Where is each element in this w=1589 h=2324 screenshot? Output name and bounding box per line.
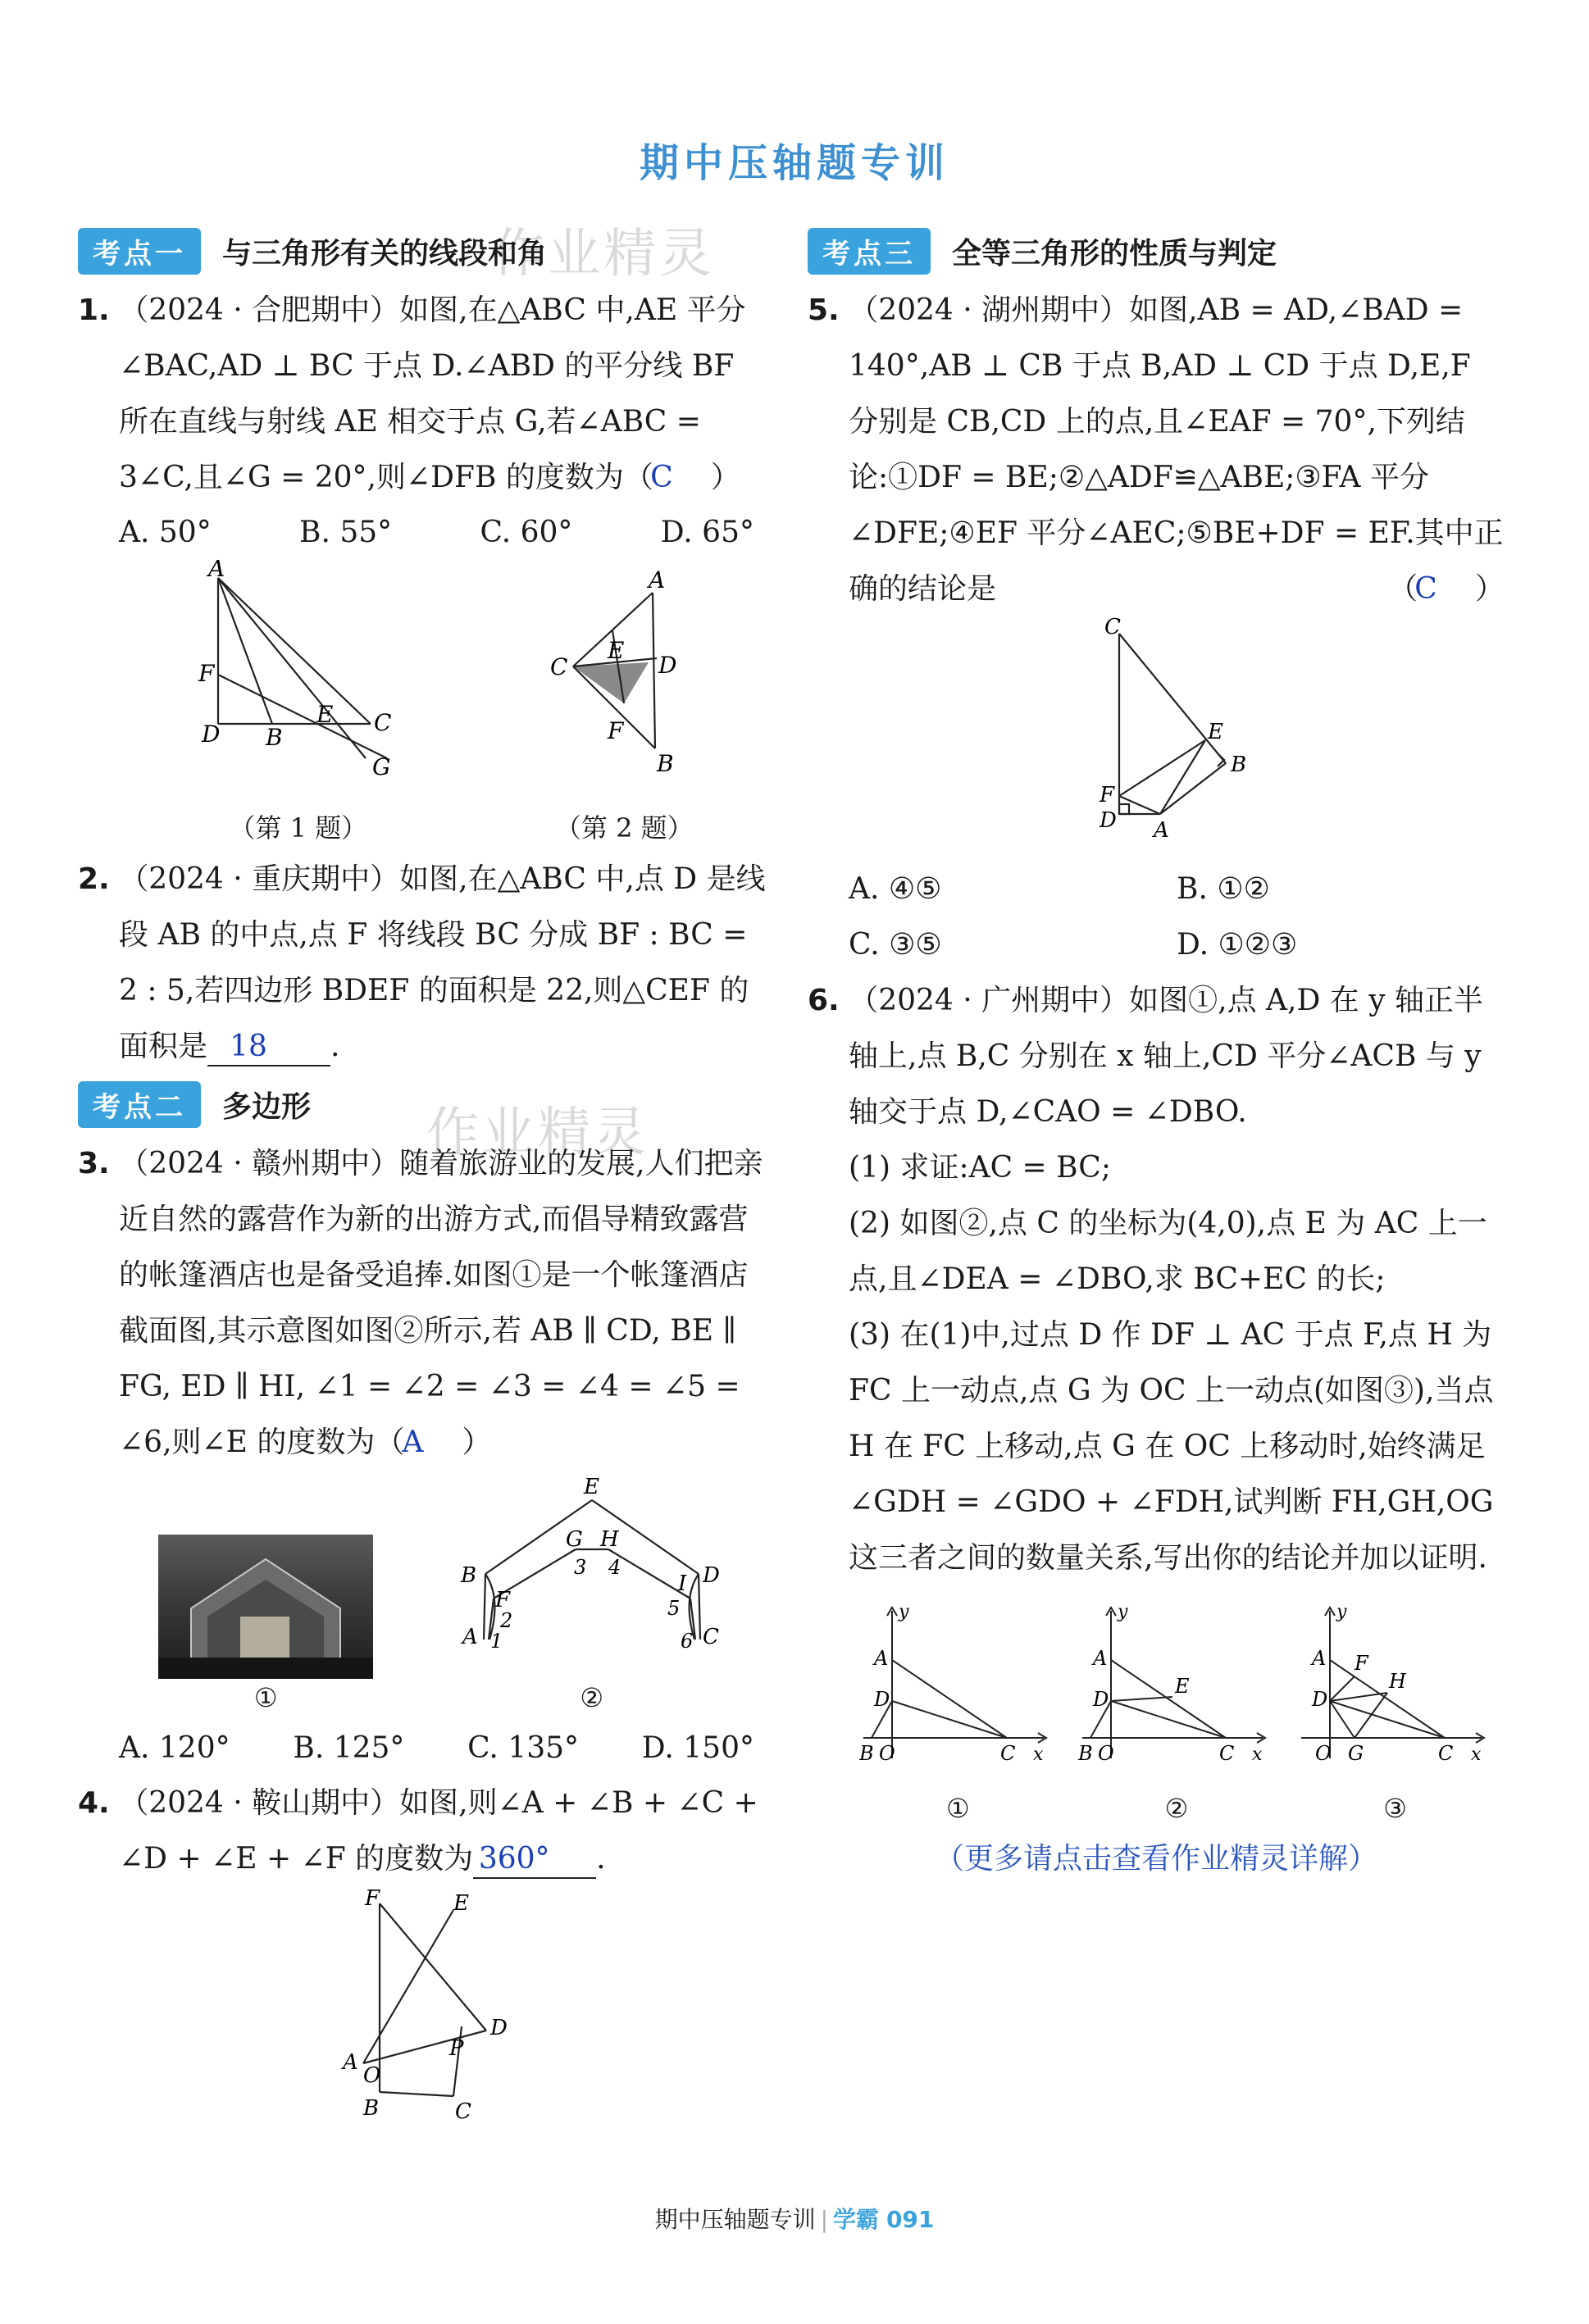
svg-text:y: y	[899, 1603, 909, 1622]
svg-text:C: C	[373, 709, 392, 736]
watermark: 作业精灵	[426, 1103, 649, 1163]
question-5	[808, 283, 1505, 617]
answer-blank: 360°	[473, 1841, 596, 1879]
section-header	[78, 228, 771, 275]
svg-text:P: P	[448, 2036, 463, 2061]
watermark: 作业精灵	[492, 224, 715, 284]
figure-q4	[330, 1887, 560, 2131]
period: .	[596, 1842, 606, 1876]
svg-text:F: F	[608, 717, 624, 744]
svg-text:A: A	[342, 2050, 358, 2075]
choice: D. 65°	[660, 516, 754, 549]
svg-text:A: A	[1311, 1647, 1326, 1670]
choice: B. ①②	[1177, 872, 1270, 906]
section-tag: 考点一	[78, 228, 201, 275]
figure-caption: （第 2 题）	[554, 812, 694, 844]
svg-text:G: G	[371, 753, 391, 780]
figure-q5	[1095, 617, 1259, 862]
answer-blank: 18	[207, 1029, 330, 1066]
choice: C. 60°	[480, 516, 573, 549]
svg-text:4: 4	[608, 1556, 621, 1579]
choice: C. 135°	[467, 1731, 580, 1765]
svg-text:1: 1	[489, 1630, 503, 1653]
svg-text:F: F	[1100, 783, 1115, 807]
answer: C	[650, 461, 673, 494]
svg-text:A: A	[874, 1647, 889, 1670]
svg-text:3: 3	[573, 1556, 587, 1579]
svg-text:C: C	[702, 1625, 719, 1649]
svg-text:O: O	[362, 2063, 380, 2088]
triangle-figure-1	[184, 560, 413, 798]
figure-row	[808, 617, 1505, 862]
section-title: 多边形	[222, 1090, 312, 1124]
footer-brand: 学霸	[833, 2206, 880, 2233]
choices	[808, 862, 1505, 973]
svg-text:E: E	[608, 637, 625, 664]
choice: A. ④⑤	[849, 872, 942, 906]
choice: A. 120°	[119, 1731, 230, 1765]
figure-row	[78, 1887, 771, 2131]
svg-text:H: H	[1388, 1670, 1406, 1693]
svg-text:y: y	[1336, 1603, 1347, 1622]
question-6-part-3: (3) 在(1)中,过点 D 作 DF ⊥ AC 于点 F,点 H 为 FC 上一动点,点 G 为 OC 上一动点(如图③),当点 H 在 FC 上移动,点 G 在 OC 上移动时,始终满足∠GDH = ∠GDO + ∠FDH,试判断 FH,GH,OG 这三者之间的数量关系,写出你的结论并加以证明.	[849, 1318, 1494, 1575]
svg-text:F: F	[198, 660, 215, 687]
svg-text:E: E	[453, 1891, 469, 1916]
page-title: 期中压轴题专训	[639, 140, 949, 186]
figure-q1	[184, 560, 413, 845]
question-number: 4.	[78, 1786, 110, 1820]
coordinate-figure-2	[1078, 1603, 1275, 1783]
svg-text:A: A	[207, 560, 225, 582]
svg-text:B: B	[265, 724, 283, 751]
section-title: 全等三角形的性质与判定	[952, 237, 1277, 271]
page-number: 091	[886, 2206, 935, 2233]
svg-text:6: 6	[680, 1630, 694, 1653]
question-number: 6.	[808, 984, 840, 1017]
svg-text:D: D	[201, 721, 221, 748]
figure-caption: （第 1 题）	[229, 812, 368, 844]
period: .	[330, 1030, 340, 1063]
figure-caption: ③	[1383, 1793, 1407, 1824]
svg-text:G: G	[565, 1527, 583, 1552]
svg-text:C: C	[1104, 617, 1121, 639]
choice: B. 55°	[299, 516, 393, 549]
section-tag: 考点三	[808, 228, 931, 275]
svg-text:B: B	[657, 750, 674, 777]
figure-q6-2	[1078, 1603, 1275, 1824]
svg-text:O: O	[1314, 1742, 1332, 1765]
question-number: 1.	[78, 293, 110, 327]
choice: D. ①②③	[1177, 928, 1298, 962]
figure-caption: ①	[945, 1793, 970, 1824]
figure-q6-1	[859, 1603, 1056, 1824]
svg-text:A: A	[649, 566, 666, 594]
answer: C	[1414, 572, 1437, 606]
svg-text:A: A	[1092, 1647, 1108, 1670]
footer-divider: |	[820, 2206, 829, 2233]
svg-text:F: F	[1354, 1652, 1368, 1675]
svg-text:D: D	[658, 652, 677, 679]
star-figure	[330, 1887, 560, 2125]
question-text: （2024 · 合肥期中）如图,在△ABC 中,AE 平分∠BAC,AD ⊥ BC 于点 D.∠ABD 的平分线 BF 所在直线与射线 AE 相交于点 G,若∠ABC = 3∠C,且∠G = 20°,则∠DFB 的度数为（	[119, 293, 746, 494]
question-text: （2024 · 赣州期中）随着旅游业的发展,人们把亲近自然的露营作为新的出游方式,而倡导精致露营的帐篷酒店也是备受追捧.如图①是一个帐篷酒店截面图,其示意图如图②所示,若 AB ∥ CD, BE ∥ FG, ED ∥ HI, ∠1 = ∠2 = ∠3 = ∠4 = ∠5 = ∠6,则∠E 的度数为（	[119, 1147, 763, 1459]
svg-text:E: E	[583, 1476, 599, 1499]
figure-q2	[542, 560, 706, 845]
section-header	[78, 1081, 771, 1128]
figure-row	[78, 560, 771, 845]
svg-text:2: 2	[499, 1609, 513, 1632]
page-footer	[0, 2202, 1589, 2235]
svg-text:5: 5	[667, 1597, 681, 1620]
svg-text:B: B	[1077, 1742, 1093, 1765]
svg-text:C: C	[1218, 1742, 1235, 1765]
svg-text:D: D	[1311, 1688, 1327, 1711]
choices	[78, 1721, 771, 1776]
coordinate-figure-3	[1297, 1603, 1494, 1783]
svg-text:D: D	[702, 1563, 720, 1588]
paren: ）	[710, 461, 740, 494]
svg-text:y: y	[1117, 1603, 1128, 1622]
tent-hotel-photo	[158, 1535, 373, 1679]
svg-text:F: F	[494, 1588, 510, 1612]
question-number: 5.	[808, 293, 840, 327]
answer-paren: （C ）	[1429, 562, 1505, 617]
svg-text:E: E	[316, 701, 334, 728]
svg-text:B: B	[362, 2096, 379, 2121]
svg-text:O: O	[1097, 1742, 1114, 1765]
svg-text:C: C	[454, 2099, 471, 2124]
quadrilateral-figure	[1095, 617, 1259, 855]
svg-text:H: H	[599, 1527, 619, 1552]
svg-text:E: E	[1208, 720, 1223, 744]
question-1	[78, 283, 771, 506]
svg-text:C: C	[1000, 1742, 1016, 1765]
choice: B. 125°	[293, 1731, 405, 1765]
svg-text:x: x	[1251, 1744, 1263, 1765]
figure-row	[78, 1476, 771, 1713]
section-title: 与三角形有关的线段和角	[222, 237, 548, 271]
question-4	[78, 1776, 771, 1887]
svg-text:A: A	[1154, 818, 1169, 843]
figure-row	[808, 1603, 1505, 1824]
svg-text:I: I	[677, 1571, 687, 1596]
choice: A. 50°	[119, 516, 212, 549]
svg-text:B: B	[859, 1742, 874, 1765]
svg-text:A: A	[462, 1625, 478, 1649]
svg-text:O: O	[879, 1742, 896, 1765]
svg-text:B: B	[1231, 753, 1247, 777]
figure-caption: ①	[253, 1682, 278, 1713]
question-6-part-2: (2) 如图②,点 C 的坐标为(4,0),点 E 为 AC 上一点,且∠DEA = ∠DBO,求 BC+EC 的长;	[849, 1207, 1487, 1296]
section-header	[808, 228, 1505, 275]
figure-caption: ②	[580, 1682, 604, 1713]
question-3	[78, 1136, 771, 1471]
figure-q6-3	[1297, 1603, 1494, 1824]
figure-q3-diagram	[453, 1476, 731, 1713]
right-column	[808, 221, 1505, 1877]
svg-text:D: D	[489, 2016, 508, 2040]
svg-text:F: F	[364, 1887, 380, 1911]
question-text: （2024 · 湖州期中）如图,AB = AD,∠BAD = 140°,AB ⊥ CB 于点 B,AD ⊥ CD 于点 D,E,F 分别是 CB,CD 上的点,且∠EAF = 70°,下列结论:①DF = BE;②△ADF≌△ABE;③FA 平分∠DFE;④EF 平分∠AEC;⑤BE+DF = EF.其中正确的结论是	[849, 293, 1504, 606]
question-text: （2024 · 鞍山期中）如图,则∠A + ∠B + ∠C + ∠D + ∠E + ∠F 的度数为	[119, 1786, 758, 1876]
coordinate-figure-1	[859, 1603, 1056, 1783]
choice: D. 150°	[641, 1731, 754, 1765]
question-number: 2.	[78, 862, 110, 896]
figure-q3-photo	[158, 1535, 373, 1713]
svg-text:D: D	[1092, 1688, 1109, 1711]
question-2	[78, 852, 771, 1075]
figure-caption: ②	[1164, 1793, 1189, 1824]
svg-text:x: x	[1470, 1744, 1482, 1765]
question-number: 3.	[78, 1147, 110, 1180]
question-6-part-1: (1) 求证:AC = BC;	[849, 1151, 1111, 1185]
left-column	[78, 221, 771, 2131]
choices	[78, 506, 771, 560]
question-text: （2024 · 广州期中）如图①,点 A,D 在 y 轴正半轴上,点 B,C 分别在 x 轴上,CD 平分∠ACB 与 y 轴交于点 D,∠CAO = ∠DBO.	[849, 984, 1483, 1129]
question-text: （2024 · 重庆期中）如图,在△ABC 中,点 D 是线段 AB 的中点,点 F 将线段 BC 分成 BF : BC = 2 : 5,若四边形 BDEF 的面积是 22,则△CEF 的面积是	[119, 862, 766, 1063]
svg-text:E: E	[1174, 1675, 1190, 1698]
svg-text:C: C	[550, 653, 568, 680]
svg-text:C: C	[1437, 1742, 1454, 1765]
svg-text:G: G	[1347, 1742, 1364, 1765]
section-tag: 考点二	[78, 1081, 201, 1128]
question-6	[808, 973, 1505, 1140]
svg-text:D: D	[1100, 808, 1117, 833]
svg-text:D: D	[874, 1688, 890, 1711]
choice: C. ③⑤	[849, 928, 942, 962]
paren: ）	[462, 1426, 492, 1459]
more-details-link[interactable]: （更多请点击查看作业精灵详解）	[934, 1842, 1377, 1876]
tent-diagram	[453, 1476, 731, 1672]
svg-text:x: x	[1033, 1744, 1044, 1765]
svg-text:B: B	[460, 1563, 476, 1588]
triangle-figure-2	[542, 560, 706, 798]
footer-title: 期中压轴题专训	[654, 2206, 816, 2233]
answer: A	[402, 1426, 424, 1459]
